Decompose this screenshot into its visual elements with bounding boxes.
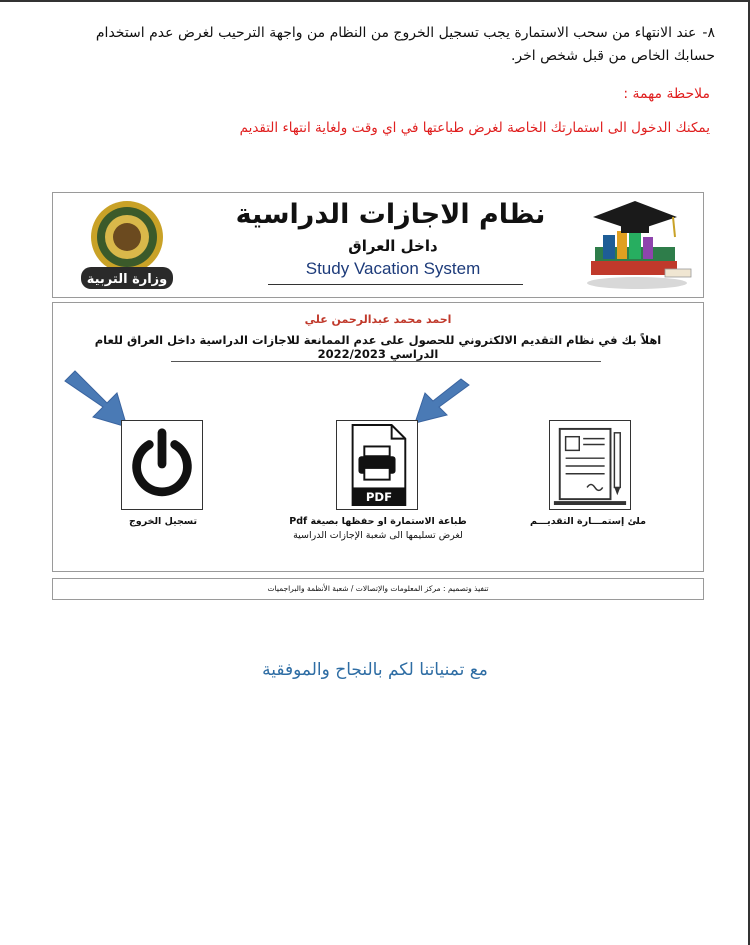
step-8-number: ٨- <box>702 25 715 41</box>
step-8-paragraph <box>60 22 715 68</box>
embedded-screenshot <box>52 192 704 602</box>
user-name: احمد محمد عبدالرحمن علي <box>304 313 452 326</box>
pdf-print-icon <box>337 421 417 509</box>
graduation-books-icon <box>573 197 695 293</box>
welcome-message: اهلاً بك في نظام التقديم الالكتروني للحصول على عدم الممانعة للاجازات الدراسية داخل العراق للعام الدراسي 2022/2023 <box>94 333 662 361</box>
power-icon <box>122 421 202 509</box>
system-title-ar: نظام الاجازات الدراسية <box>235 199 546 230</box>
welcome-divider <box>171 361 601 362</box>
fill-form-caption: ملئ إستمـــارة التقديـــم <box>529 516 647 527</box>
step-8-text: عند الانتهاء من سحب الاستمارة يجب تسجيل الخروج من النظام من واجهة الترحيب لغرض عدم استخدام حسابك الخاص من قبل شخص اخر. <box>95 25 715 64</box>
print-caption <box>273 515 483 543</box>
logout-caption: تسجيل الخروج <box>128 516 198 527</box>
ministry-seal-label: وزارة التربية <box>86 272 168 287</box>
screenshot-footer: تنفيذ وتصميم : مركز المعلومات والإتصالات / شعبة الأنظمة والبراجميات <box>52 578 704 600</box>
system-subtitle-ar: داخل العراق <box>348 237 438 255</box>
ministry-seal-icon <box>75 197 179 293</box>
system-banner <box>52 192 704 298</box>
fill-form-button[interactable] <box>549 420 631 510</box>
important-note-label: ملاحظة مهمة : <box>623 86 710 102</box>
logout-button[interactable] <box>121 420 203 510</box>
print-caption-line-2: لغرض تسليمها الى شعبة الإجازات الدراسية <box>293 530 463 541</box>
page-top-border <box>0 0 750 2</box>
closing-wishes: مع تمنياتنا لكم بالنجاح والموفقية <box>262 660 488 680</box>
system-title-en: Study Vacation System <box>305 259 481 278</box>
form-icon <box>550 421 630 509</box>
print-form-button[interactable] <box>336 420 418 510</box>
important-note-text: يمكنك الدخول الى استمارتك الخاصة لغرض طباعتها في اي وقت ولغاية انتهاء التقديم <box>239 120 710 136</box>
title-underline <box>268 284 523 285</box>
pdf-badge: PDF <box>365 490 393 505</box>
print-caption-line-1: طباعة الاستمارة او حفظها بصيغة Pdf <box>289 516 467 527</box>
arrow-pointer-icon <box>411 377 473 425</box>
welcome-panel <box>52 302 704 572</box>
